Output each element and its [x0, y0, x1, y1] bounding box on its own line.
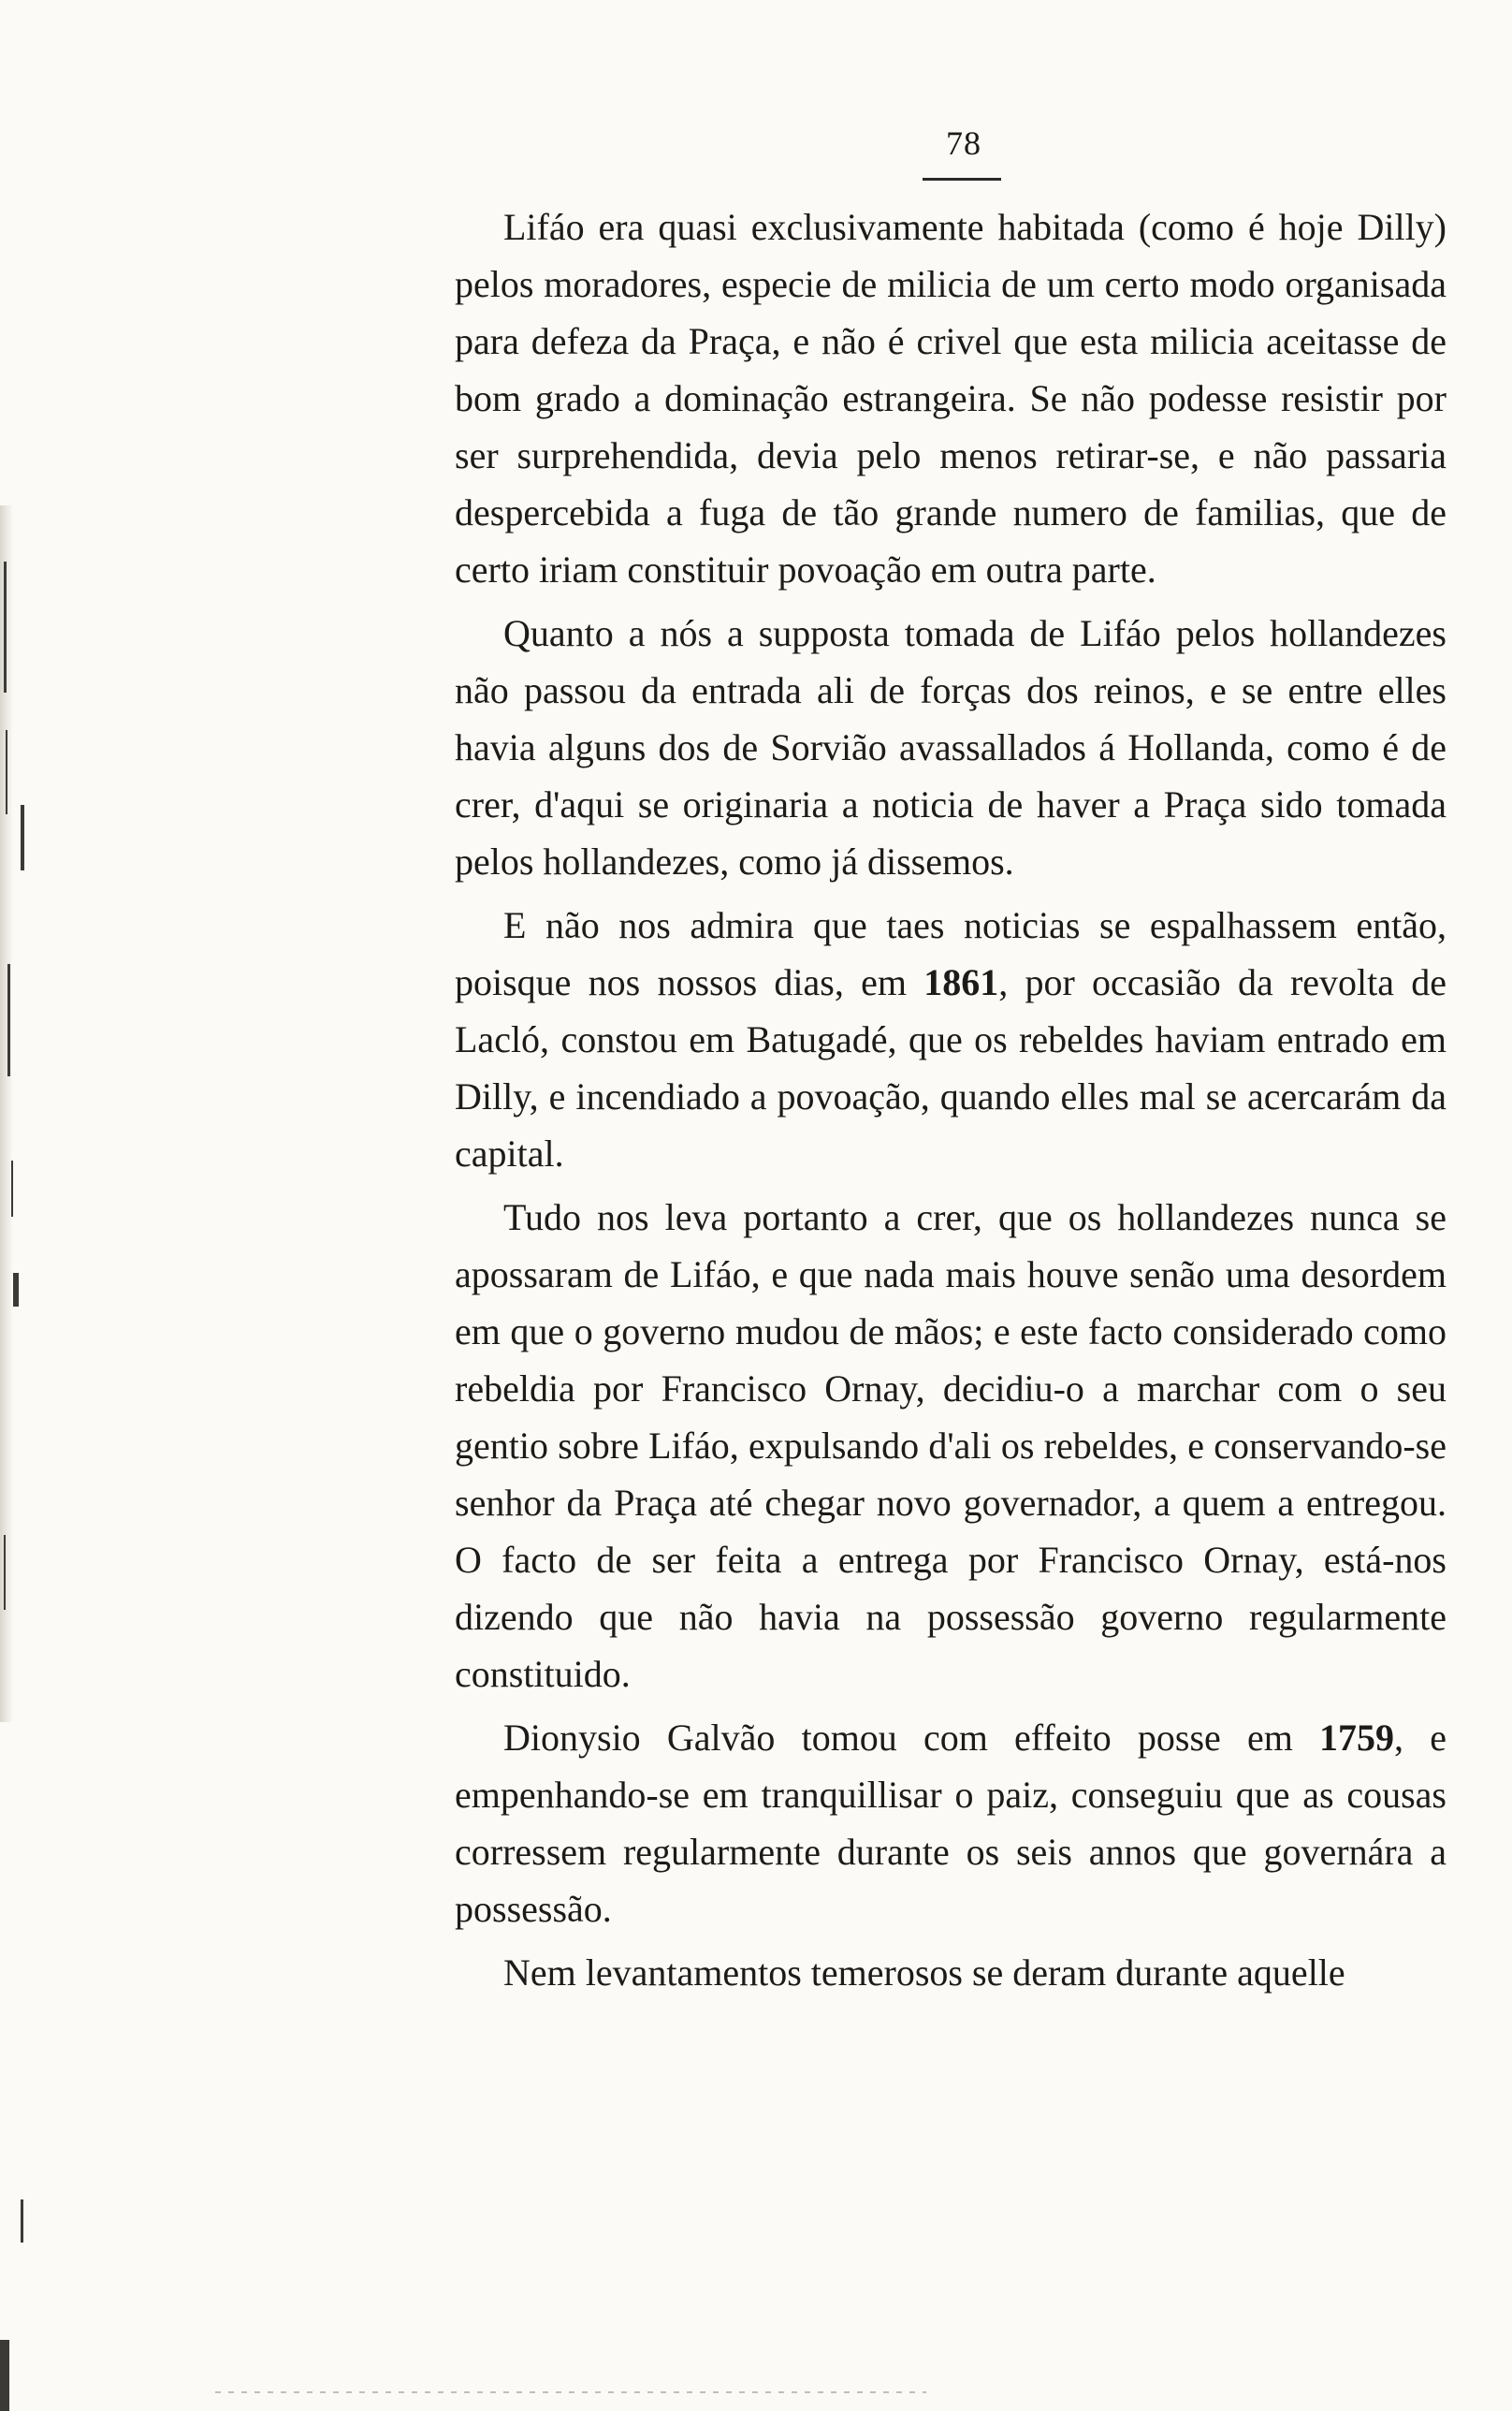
paragraph [455, 1709, 1447, 1937]
body-text [455, 198, 1447, 2008]
scan-margin-mark [4, 562, 7, 693]
year: 1861 [923, 961, 999, 1003]
paragraph: Quanto a nós a supposta tomada de Lifáo pelos hollandezes não passou da entrada ali de forças dos reinos, e se entre elles havia alguns dos de Sorvião avassallados á Hollanda, como é de crer, d'aqui se originaria a noticia de haver a Praça sido tomada pelos hollandezes, como já dissemos. [455, 612, 1447, 883]
scan-margin-mark [21, 805, 24, 870]
scan-margin-mark [6, 730, 7, 814]
paragraph-text: E não nos admira que taes noticias se espalhassem então, poisque nos nossos dias, em [455, 904, 1447, 1003]
paragraph-text: , e empenhando-se em tranquillisar o paiz, conseguiu que as cousas corressem regularmente durante os seis annos que governára a possessão. [455, 1717, 1447, 1930]
year: 1759 [1319, 1717, 1395, 1759]
scan-margin-mark [11, 1161, 13, 1217]
scan-margin-mark [21, 2199, 23, 2243]
paragraph [455, 897, 1447, 1182]
scan-margin-mark [7, 964, 10, 1076]
paragraph: Nem levantamentos temerosos se deram durante aquelle [503, 1951, 1345, 1994]
scan-edge-shadow [0, 505, 13, 1722]
paragraph-text: Dionysio Galvão tomou com effeito posse em [503, 1717, 1320, 1759]
scan-margin-mark [4, 1535, 6, 1610]
paragraph: Tudo nos leva portanto a crer, que os hollandezes nunca se apossaram de Lifáo, e que nada mais houve senão uma desordem em que o governo mudou de mãos; e este facto considerado como rebeldia por Francisco Ornay, decidiu-o a marchar com o seu gentio sobre Lifáo, expulsando d'ali os rebeldes, e conservando-se senhor da Praça até chegar novo governador, a quem a entregou. O facto de ser feita a entrega por Francisco Ornay, está-nos dizendo que não havia na possessão governo regularmente constituido. [455, 1196, 1447, 1695]
paragraph-text: , por occasião da revolta de Lacló, constou em Batugadé, que os rebeldes haviam entrado em Dilly, e incendiado a povoação, quando elles mal se acercarám da capital. [455, 961, 1447, 1175]
scan-bottom-noise [215, 2391, 926, 2393]
scan-margin-mark [13, 1273, 19, 1307]
page-number: 78 [946, 124, 981, 162]
scan-corner-mark [0, 2340, 9, 2411]
page-number-rule [923, 178, 1001, 181]
paragraph: Lifáo era quasi exclusivamente habitada (como é hoje Dilly) pelos moradores, especie de milicia de um certo modo organisada para defeza da Praça, e não é crivel que esta milicia aceitasse de bom grado a dominação estrangeira. Se não podesse resistir por ser surprehendida, devia pelo menos retirar-se, e não passaria despercebida a fuga de tão grande numero de familias, que de certo iriam constituir povoação em outra parte. [455, 206, 1447, 591]
